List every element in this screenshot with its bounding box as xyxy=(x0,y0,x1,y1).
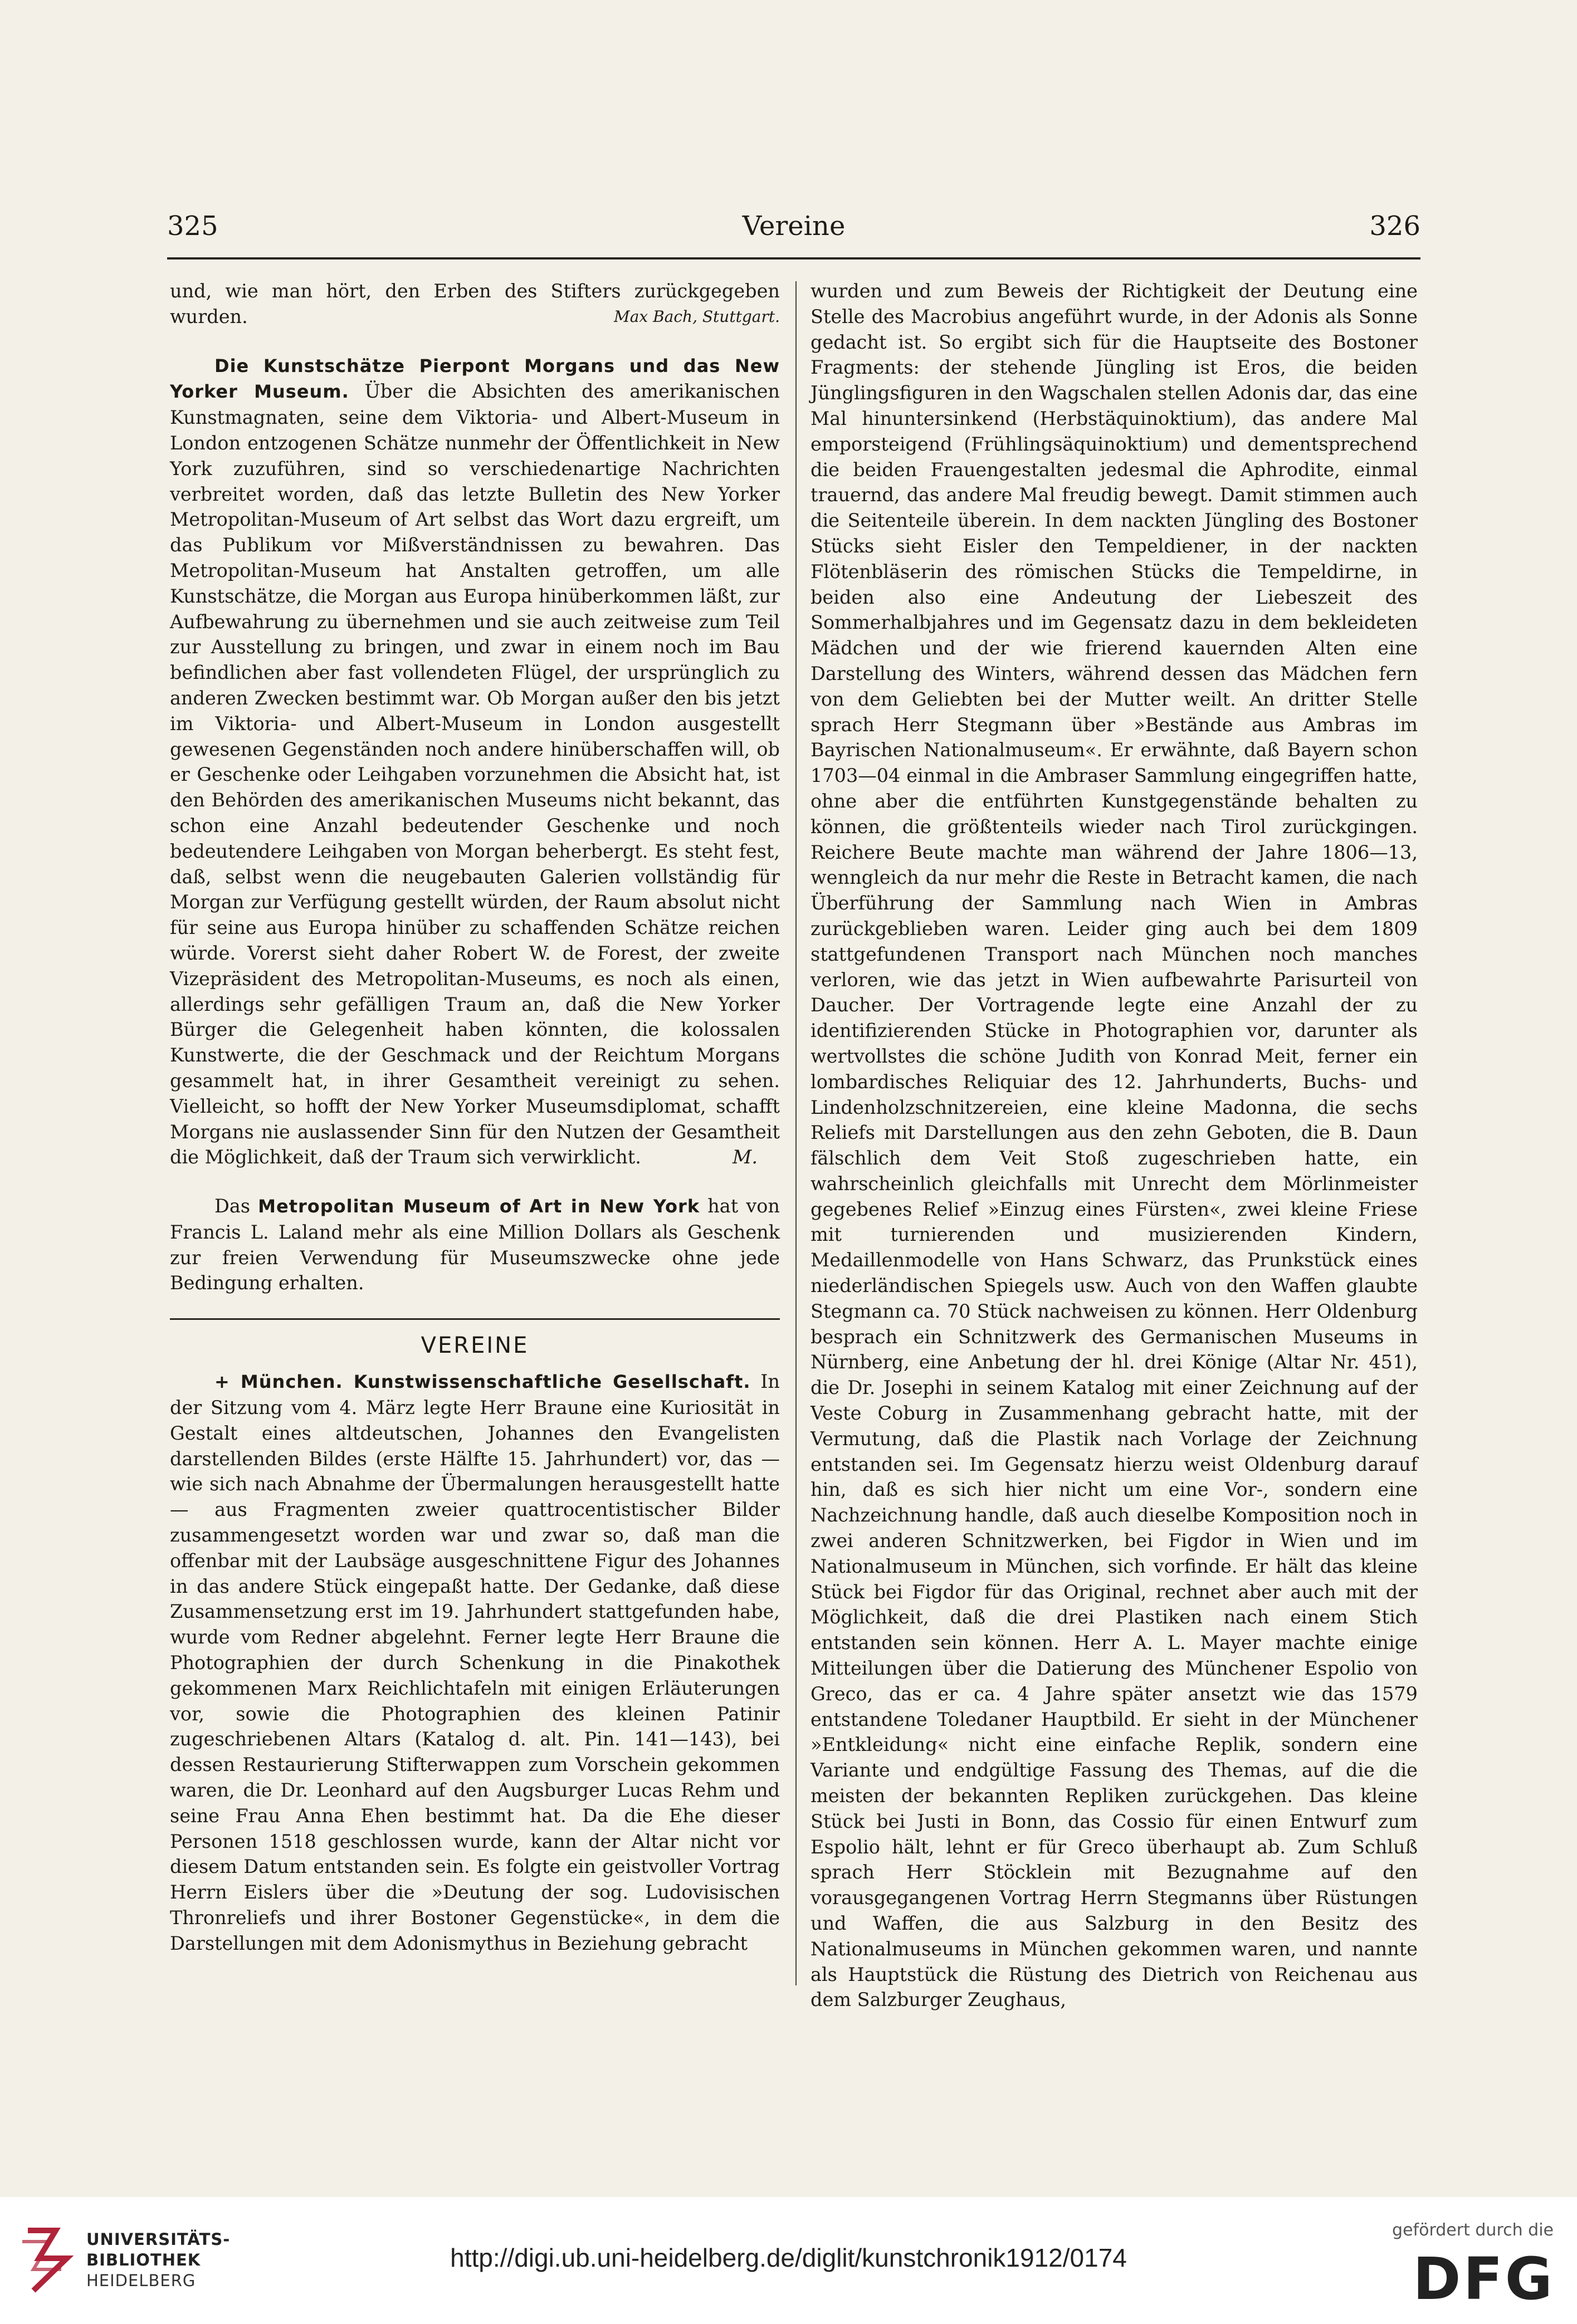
article-morgan: Die Kunstschätze Pierpont Morgans und das New Yorker Museum. Über die Absichten des amerikanischen Kunstmagnaten, seine dem Viktoria- und Albert-Museum in London entzogenen Schätze nunmehr der Öffentlichkeit in New York zuzuführen, sind so verschiedenartige Nachrichten verbreitet worden, daß das letzte Bulletin des New Yorker Metropolitan-Museum of Art selbst das Wort dazu ergreift, um das Publikum vor Mißverständnissen zu bewahren. Das Metropolitan-Museum hat Anstalten getroffen, um alle Kunstschätze, die Morgan aus Europa hinüberkommen läßt, zur Aufbewahrung zu übernehmen und sie auch zeitweise zum Teil zur Ausstellung zu bringen, und zwar in einem noch im Bau befindlichen aber fast vollendeten Flügel, der ursprünglich zu anderen Zwecken bestimmt war. Ob Morgan außer den bis jetzt im Viktoria- und Albert-Museum in London ausgestellt gewesenen Gegenständen noch andere hinüberschaffen will, ob er Geschenke oder Leihgaben vorzunehmen die Absicht hat, ist den Behörden des amerikanischen Museums nicht bekannt, das schon eine Anzahl bedeutender Geschenke und noch bedeutendere Leihgaben von Morgan beherbergt. Es steht fest, daß, selbst wenn die neugebauten Galerien vollständig für Morgan zur Verfügung gestellt würden, der Raum absolut nicht für seine aus Europa hinüber zu schaffenden Schätze reichen würde. Vorerst sieht daher Robert W. de Forest, der zweite Vizepräsident des Metropolitan-Museums, es noch als einen, allerdings sehr gefälligen Traum an, daß die New Yorker Bürger die Gelegenheit haben könnten, die kolossalen Kunstwerte, die der Geschmack und der Reichtum Morgans gesammelt hat, in ihrer Gesamtheit vereinigt zu sehen. Vielleicht, so hofft der New Yorker Museumsdiplomat, schafft Morgans nie auslassender Sinn für den Nutzen der Gesamtheit die Möglichkeit, daß der Traum sich verwirklicht. M. xyxy=(170,353,780,1171)
article-title-morgan: Die Kunstschätze Pierpont Morgans und das New Yorker Museum. xyxy=(170,355,780,403)
article-muenchen: + München. Kunstwissenschaftliche Gesellschaft. In der Sitzung vom 4. März legte Herr Braune eine Kuriosität in Gestalt eines altdeutschen, Johannes den Evangelisten darstellenden Bildes (erste Hälfte 15. Jahrhundert) vor, das — wie sich nach Abnahme der Übermalungen herausgestellt hatte — aus Fragmenten zweier quattrocentistischer Bilder zusammengesetzt worden war und zwar so, daß man die offenbar mit der Laubsäge ausgeschnittene Figur des Johannes in das andere Stück eingepaßt hatte. Der Gedanke, daß diese Zusammensetzung erst im 19. Jahrhundert stattgefunden habe, wurde vom Redner abgelehnt. Ferner legte Herr Braune die Photographien der durch Schenkung in die Pinakothek gekommenen Marx Reichlichtafeln mit einigen Erläuterungen vor, sowie die Photographien des kleinen Patinir zugeschriebenen Altars (Katalog d. alt. Pin. 141—143), bei dessen Restaurierung Stifterwappen zum Vorschein gekommen waren, die Dr. Leonhard auf den Augsburger Lucas Rehm und seine Frau Anna Ehen bestimmt hat. Da die Ehe dieser Personen 1518 geschlossen wurde, kann der Altar nicht vor diesem Datum entstanden sein. Es folgte ein geistvoller Vortrag Herrn Eislers über die »Deutung der sog. Ludovisischen Thronreliefs und ihrer Bostoner Gegenstücke«, in dem die Darstellungen mit dem Adonismythus in Beziehung gebracht xyxy=(170,1371,780,1954)
running-head: Vereine xyxy=(742,211,846,242)
article-muenchen-continued: wurden und zum Beweis der Richtigkeit der Deutung eine Stelle des Macrobius angeführt wurde, in der Adonis als Sonne gedacht ist. So ergibt sich für die Hauptseite des Bostoner Fragments: der stehende Jüngling ist Eros, die beiden Jünglingsfiguren in den Wagschalen stellen Adonis dar, das eine Mal hinuntersinkend (Herbstäquinoktium), das andere Mal emporsteigend (Frühlingsäquinoktium) und dementsprechend die beiden Frauengestalten jedesmal die Aphrodite, einmal trauernd, das andere Mal freudig bewegt. Damit stimmen auch die Seitenteile überein. In dem nackten Jüngling des Bostoner Stücks sieht Eisler den Tempeldiener, in der nackten Flötenbläserin des römischen Stücks die Tempeldirne, in beiden also eine Andeutung der Liebeszeit des Sommerhalbjahres und im Gegensatz dazu in dem bekleideten Mädchen und der wie frierend kauernden Alten eine Darstellung des Winters, während dessen das Mädchen fern von dem Geliebten bei der Mutter weilt. An dritter Stelle sprach Herr Stegmann über »Bestände aus Ambras im Bayrischen Nationalmuseum«. Er erwähnte, daß Bayern schon 1703—04 einmal in die Ambraser Sammlung eingegriffen hatte, ohne aber die entführten Kunstgegenstände behalten zu können, die größtenteils wieder nach Tirol zurückgingen. Reichere Beute machte man während der Jahre 1806—13, wenngleich da nur mehr die Reste in Betracht kamen, die nach Überführung der Sammlung nach Wien in Ambras zurückgeblieben waren. Leider ging auch bei dem 1809 stattgefundenen Transport nach München noch manches verloren, wie das jetzt in Wien aufbewahrte Parisurteil von Daucher. Der Vortragende legte eine Anzahl der zu identifizierenden Stücke in Photographien vor, darunter als wertvollstes die schöne Judith von Konrad Meit, ferner ein lombardisches Reliquiar des 12. Jahrhunderts, Buchs- und Lindenholzschnitzereien, eine kleine Madonna, die sechs Reliefs mit Darstellungen aus den zehn Geboten, die B. Daun fälschlich dem Veit Stoß zugeschrieben hatte, ein wahrscheinlich gleichfalls mit Unrecht dem Mörlinmeister gegebenes Relief »Einzug eines Fürsten«, zwei kleine Friese mit turnierenden und musizierenden Kindern, Medaillenmodelle von Hans Schwarz, das Prunkstück eines niederländischen Spiegels usw. Auch von den Waffen glaubte Stegmann ca. 70 Stück nachweisen zu können. Herr Oldenburg besprach ein Schnitzwerk des Germanischen Museums in Nürnberg, eine Anbetung der hl. drei Könige (Altar Nr. 451), die Dr. Josephi in seinem Katalog mit einer Zeichnung auf der Veste Coburg in Zusammenhang gebracht hatte, mit der Vermutung, daß die Plastik nach Vorlage der Zeichnung entstanden sei. Im Gegensatz hierzu weist Oldenburg darauf hin, daß es sich hier nicht um eine Vor-, sondern eine Nachzeichnung handle, daß auch dieselbe Komposition noch in zwei anderen Schnitzwerken, bei Figdor in Wien und im Nationalmuseum in München, sich vorfinde. Er hält das kleine Stück bei Figdor für das Original, rechnet aber auch mit der Möglichkeit, daß die drei Plastiken nach einem Stich entstanden sein können. Herr A. L. Mayer machte einige Mitteilungen über die Datierung des Münchener Espolio von Greco, das er ca. 4 Jahre später ansetzt wie das 1579 entstandene Toledaner Hauptbild. Er sieht in der Münchener »Entkleidung« nicht eine einfache Replik, sondern eine Variante und endgültige Fassung des Themas, auf die die meisten der bekannten Repliken zurückgehen. Das kleine Stück bei Justi in Bonn, das Cossio für einen Entwurf zum Espolio hält, lehnt er für Greco überhaupt ab. Zum Schluß sprach Herr Stöcklein mit Bezugnahme auf den vorausgegangenen Vortrag Herrn Stegmanns über Rüstungen und Waffen, die aus Salzburg in den Besitz des Nationalmuseums in München gekommen waren, und nannte als Hauptstück die Rüstung des Dietrich von Reichenau aus dem Salzburger Zeughaus, xyxy=(811,280,1418,2011)
article-metropolitan: Das Metropolitan Museum of Art in New York hat von Francis L. Laland mehr als eine Million Dollars als Geschenk zur freien Verwendung für Museumszwecke ohne jede Bedingung erhalten. xyxy=(170,1195,780,1294)
signature-max-bach: Max Bach, Stuttgart. xyxy=(614,307,780,326)
right-column xyxy=(811,278,1418,2013)
section-rule xyxy=(170,1318,780,1320)
section-title-vereine: VEREINE xyxy=(421,1333,529,1359)
left-column xyxy=(170,278,780,1956)
funded-by-label: gefördert durch die xyxy=(1392,2220,1554,2240)
article-title-metropolitan: Metropolitan Museum of Art in New York xyxy=(258,1196,700,1217)
source-url-link[interactable]: http://digi.ub.uni-heidelberg.de/diglit/kunstchronik1912/0174 xyxy=(450,2243,1127,2272)
page-number-left: 325 xyxy=(167,211,218,242)
paragraph-continued: und, wie man hört, den Erben des Stifters zurückgegeben wurden. Max Bach, Stuttgart. xyxy=(170,278,780,330)
university-library-name: UNIVERSITÄTS- BIBLIOTHEK HEIDELBERG xyxy=(86,2230,231,2290)
page-number-right: 326 xyxy=(1369,211,1420,242)
signature-m: M. xyxy=(733,1146,758,1168)
column-divider xyxy=(795,281,797,1985)
footer-bar xyxy=(0,2197,1577,2324)
page-header xyxy=(167,211,1420,255)
header-rule xyxy=(167,257,1420,260)
article-title-muenchen: + München. Kunstwissenschaftliche Gesellschaft. xyxy=(214,1371,751,1393)
dfg-logo: DFG xyxy=(1413,2245,1555,2313)
